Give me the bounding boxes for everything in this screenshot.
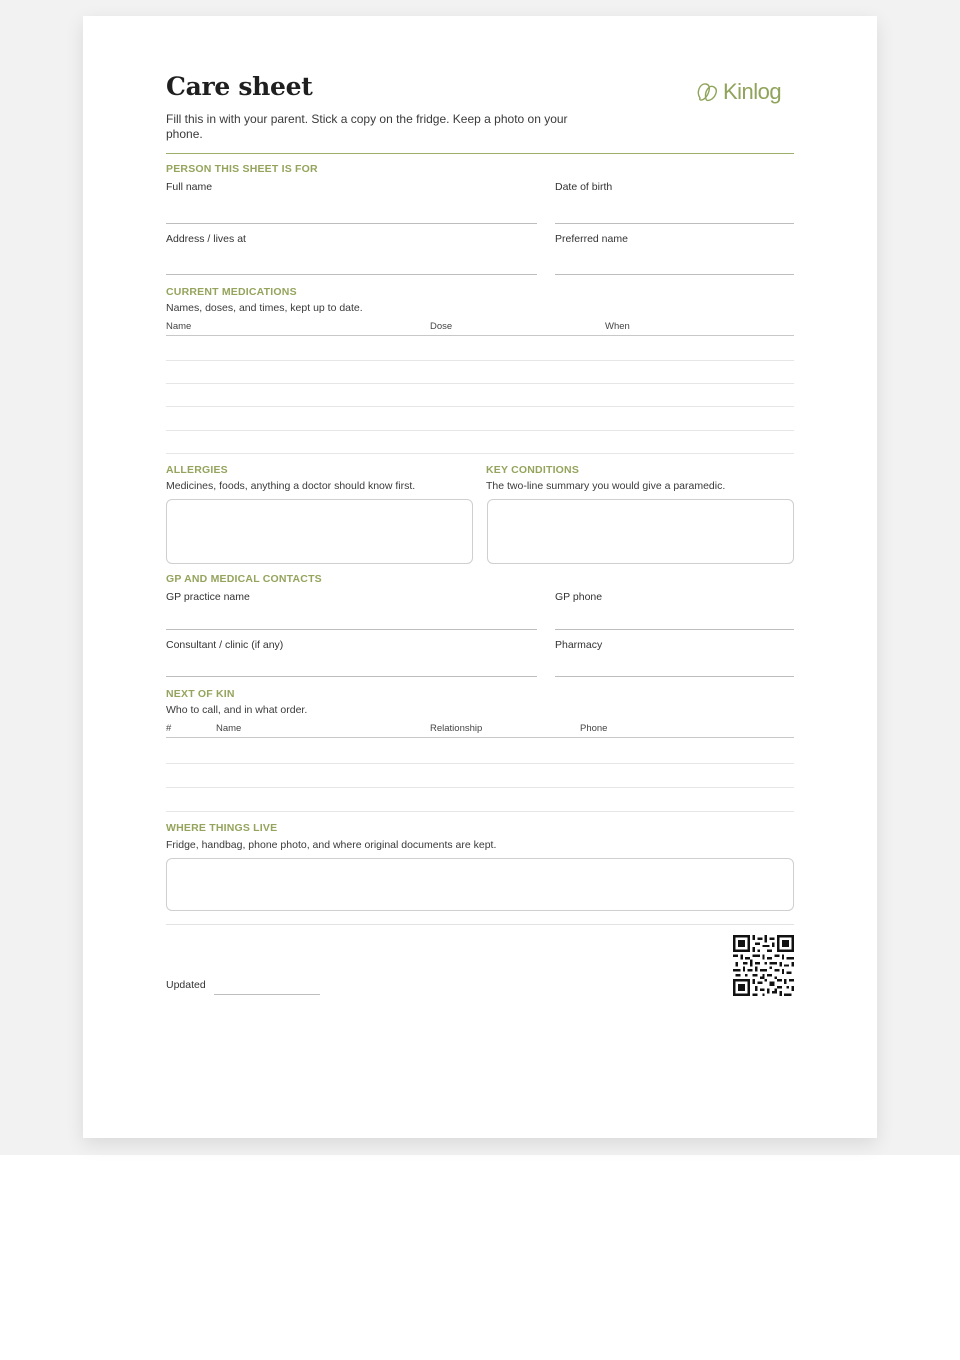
section-heading-medications: CURRENT MEDICATIONS <box>166 286 297 298</box>
med-row[interactable] <box>166 360 794 361</box>
med-header-line <box>166 335 794 336</box>
med-row[interactable] <box>166 383 794 384</box>
consultant-field[interactable] <box>166 676 537 677</box>
preferred-name-field[interactable] <box>555 274 794 275</box>
med-col-dose: Dose <box>430 321 453 332</box>
kin-col-relationship: Relationship <box>430 723 483 734</box>
section-heading-kin: NEXT OF KIN <box>166 688 235 700</box>
med-row[interactable] <box>166 453 794 454</box>
page-title: Care sheet <box>166 72 313 101</box>
gp-phone-field[interactable] <box>555 629 794 630</box>
kin-col-phone: Phone <box>580 723 608 734</box>
kin-header-line <box>166 737 794 738</box>
pharmacy-field[interactable] <box>555 676 794 677</box>
section-heading-person: PERSON THIS SHEET IS FOR <box>166 163 318 175</box>
updated-field[interactable] <box>214 994 320 995</box>
kin-help: Who to call, and in what order. <box>166 704 308 716</box>
kin-row[interactable] <box>166 763 794 764</box>
address-label: Address / lives at <box>166 233 246 245</box>
kin-row[interactable] <box>166 811 794 812</box>
kin-row[interactable] <box>166 787 794 788</box>
footer-divider <box>166 924 794 925</box>
med-col-when: When <box>605 321 630 332</box>
section-heading-allergies: ALLERGIES <box>166 464 228 476</box>
med-row[interactable] <box>166 430 794 431</box>
section-heading-gp: GP AND MEDICAL CONTACTS <box>166 573 322 585</box>
care-sheet-page <box>83 16 877 1138</box>
medications-help: Names, doses, and times, kept up to date. <box>166 302 363 314</box>
gp-practice-label: GP practice name <box>166 591 250 603</box>
gp-practice-field[interactable] <box>166 629 537 630</box>
qr-code-icon <box>733 935 794 996</box>
brand-logo <box>695 76 781 108</box>
intro-text: Fill this in with your parent. Stick a copy on the fridge. Keep a photo on your phone. <box>166 112 568 141</box>
full-name-field[interactable] <box>166 223 537 224</box>
pharmacy-label: Pharmacy <box>555 639 603 651</box>
med-col-name: Name <box>166 321 192 332</box>
med-row[interactable] <box>166 406 794 407</box>
header-divider <box>166 153 794 154</box>
where-box[interactable] <box>166 858 794 911</box>
allergies-box[interactable] <box>166 499 473 564</box>
section-heading-conditions: KEY CONDITIONS <box>486 464 580 476</box>
where-help: Fridge, handbag, phone photo, and where original documents are kept. <box>166 839 497 851</box>
kin-col-name: Name <box>216 723 242 734</box>
updated-label: Updated <box>166 979 206 991</box>
allergies-help: Medicines, foods, anything a doctor should know first. <box>166 480 416 492</box>
consultant-label: Consultant / clinic (if any) <box>166 639 284 651</box>
full-name-label: Full name <box>166 181 213 193</box>
conditions-help: The two-line summary you would give a paramedic. <box>486 480 726 492</box>
section-heading-where: WHERE THINGS LIVE <box>166 822 278 834</box>
gp-phone-label: GP phone <box>555 591 603 603</box>
preferred-name-label: Preferred name <box>555 233 628 245</box>
kin-col-number: # <box>166 723 172 734</box>
brand-name: Kinlog <box>723 79 782 104</box>
kinlog-logo-icon <box>695 78 721 106</box>
date-of-birth-field[interactable] <box>555 223 794 224</box>
conditions-box[interactable] <box>487 499 794 564</box>
address-field[interactable] <box>166 274 537 275</box>
date-of-birth-label: Date of birth <box>555 181 613 193</box>
